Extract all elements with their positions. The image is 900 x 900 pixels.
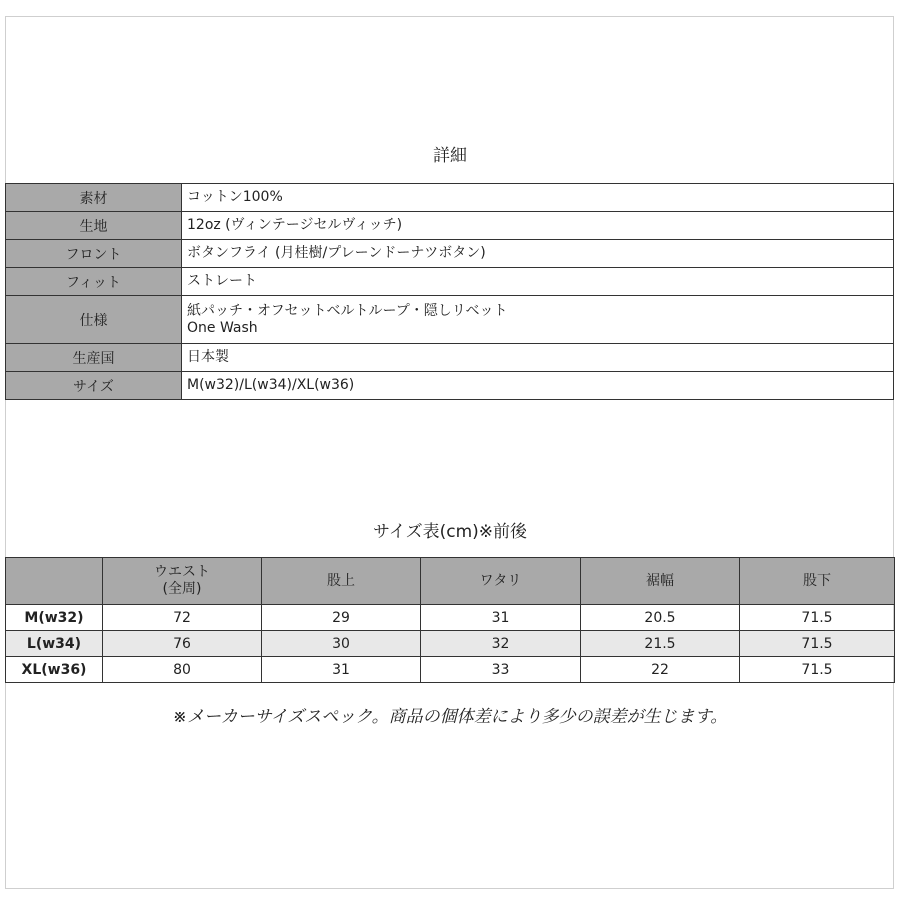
header-cell-thigh: ワタリ — [421, 558, 581, 605]
details-row — [6, 184, 894, 212]
table-cell: 71.5 — [740, 657, 895, 683]
table-cell: 71.5 — [740, 631, 895, 657]
details-value: 日本製 — [182, 344, 894, 372]
table-cell: 72 — [103, 605, 262, 631]
size-table-header-row — [6, 558, 895, 605]
table-cell: 30 — [262, 631, 421, 657]
details-value: コットン100% — [182, 184, 894, 212]
details-label: フロント — [6, 240, 182, 268]
table-cell: 32 — [421, 631, 581, 657]
table-cell: 71.5 — [740, 605, 895, 631]
table-cell: 21.5 — [581, 631, 740, 657]
header-waist-sub: (全周) — [162, 581, 202, 597]
details-title: 詳細 — [433, 146, 467, 166]
header-cell-hem: 裾幅 — [581, 558, 740, 605]
details-row — [6, 344, 894, 372]
header-waist-label: ウエスト — [154, 564, 210, 580]
table-cell: 29 — [262, 605, 421, 631]
header-cell-waist — [103, 558, 262, 605]
details-label: 生産国 — [6, 344, 182, 372]
details-value: ボタンフライ (月桂樹/プレーンドーナツボタン) — [182, 240, 894, 268]
size-label: XL(w36) — [6, 657, 103, 683]
header-cell-inseam: 股下 — [740, 558, 895, 605]
details-label: フィット — [6, 268, 182, 296]
details-value: 12oz (ヴィンテージセルヴィッチ) — [182, 212, 894, 240]
details-label: 素材 — [6, 184, 182, 212]
table-cell: 22 — [581, 657, 740, 683]
table-cell: 33 — [421, 657, 581, 683]
details-row — [6, 240, 894, 268]
details-row — [6, 212, 894, 240]
details-label: 生地 — [6, 212, 182, 240]
table-cell: 76 — [103, 631, 262, 657]
table-row — [6, 657, 895, 683]
details-row — [6, 268, 894, 296]
size-note: ※メーカーサイズスペック。商品の個体差により多少の誤差が生じます。 — [172, 707, 728, 727]
header-cell-rise: 股上 — [262, 558, 421, 605]
details-value: M(w32)/L(w34)/XL(w36) — [182, 372, 894, 400]
details-value-line: 紙パッチ・オフセットベルトループ・隠しリベット — [187, 302, 508, 319]
table-cell: 31 — [421, 605, 581, 631]
details-label: サイズ — [6, 372, 182, 400]
details-table — [5, 183, 894, 400]
details-value: ストレート — [182, 268, 894, 296]
details-label: 仕様 — [6, 296, 182, 344]
size-label: L(w34) — [6, 631, 103, 657]
table-row — [6, 605, 895, 631]
details-row — [6, 372, 894, 400]
table-cell: 31 — [262, 657, 421, 683]
details-value — [182, 296, 894, 344]
table-cell: 80 — [103, 657, 262, 683]
details-value-line: One Wash — [187, 319, 258, 336]
table-cell: 20.5 — [581, 605, 740, 631]
size-table — [5, 557, 895, 683]
size-label: M(w32) — [6, 605, 103, 631]
header-cell-blank — [6, 558, 103, 605]
details-row — [6, 296, 894, 344]
table-row — [6, 631, 895, 657]
size-table-title: サイズ表(cm)※前後 — [372, 522, 528, 542]
